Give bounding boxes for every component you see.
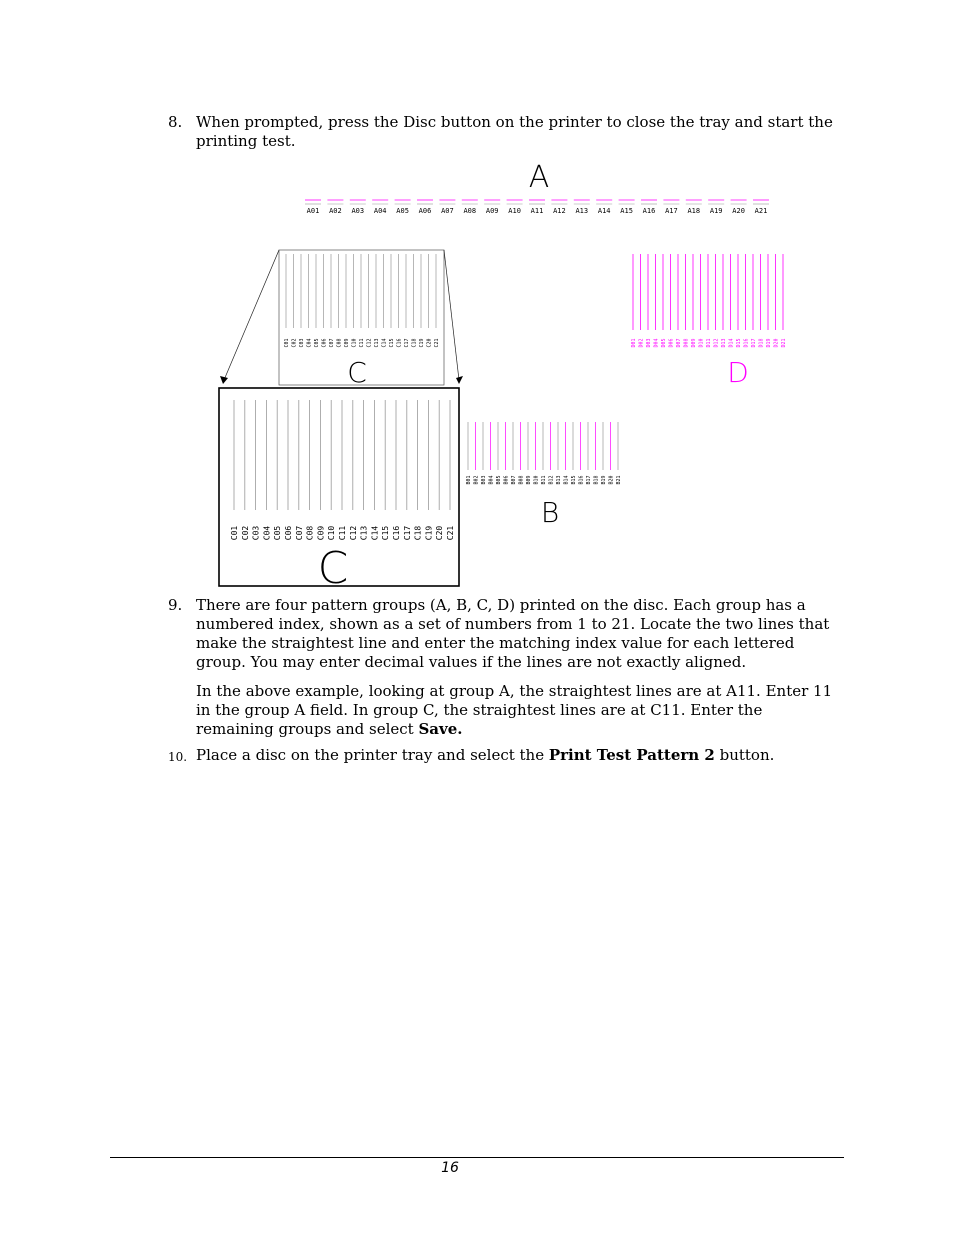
group-c-magnified-label: C07 — [294, 525, 304, 541]
group-c-small-label: C07 — [329, 338, 335, 348]
group-b-label: B04 — [488, 475, 495, 485]
group-d-label: D08 — [683, 338, 690, 348]
group-c-small-letter: C — [347, 356, 367, 389]
group-a-label: A19 — [709, 207, 723, 215]
group-a-label: A04 — [373, 207, 387, 215]
group-c-small-label: C19 — [419, 338, 425, 348]
pattern-group-c-magnified — [219, 388, 459, 590]
group-b-label: B21 — [616, 475, 622, 485]
group-b-label: B17 — [586, 475, 592, 485]
group-c-small-label: C04 — [306, 338, 313, 348]
group-a-label: A06 — [418, 207, 432, 215]
group-c-small-label: C12 — [366, 338, 373, 348]
group-b-label: B07 — [511, 475, 517, 485]
callout-arrow-right — [456, 376, 463, 384]
group-b-label: B11 — [541, 475, 547, 485]
group-b-label: B03 — [481, 475, 487, 485]
step-number: 8. — [168, 113, 183, 131]
callout-line-left — [224, 250, 279, 380]
group-c-small-label: C18 — [411, 338, 418, 348]
step-text: When prompted, press the Disc button on the printer to close the tray and start the printing test. — [196, 113, 833, 150]
test-pattern-figure — [210, 158, 830, 590]
group-d-label: D06 — [668, 338, 675, 348]
group-c-magnified-label: C15 — [381, 525, 391, 541]
group-b-label: B09 — [526, 475, 532, 485]
group-b-label: B01 — [466, 475, 472, 485]
group-b-label: B06 — [503, 475, 510, 485]
group-b-label: B12 — [548, 475, 555, 485]
group-a-label: A16 — [642, 207, 656, 215]
group-d-label: D03 — [646, 338, 652, 348]
group-d-label: D01 — [631, 338, 637, 348]
group-d-label: D19 — [766, 338, 772, 348]
group-c-magnified-label: C05 — [273, 525, 283, 541]
group-c-magnified-label: C09 — [316, 525, 326, 541]
pattern-group-d — [631, 254, 787, 389]
step-8 — [168, 113, 838, 151]
group-b-label: B08 — [518, 475, 525, 485]
group-d-label: D12 — [713, 338, 720, 348]
step-10 — [168, 746, 838, 765]
step-text — [196, 746, 838, 765]
step-number: 9. — [168, 596, 183, 614]
group-b-letter: B — [540, 496, 560, 529]
group-c-small-label: C16 — [396, 338, 403, 348]
step-9 — [168, 596, 838, 739]
group-c-magnified-label: C19 — [424, 525, 434, 541]
group-b-label: B02 — [473, 475, 480, 485]
group-a-label: A01 — [306, 207, 320, 215]
group-a-label: A12 — [553, 207, 566, 215]
group-c-small-label: C10 — [351, 338, 358, 348]
group-c-small-label: C03 — [299, 338, 305, 348]
group-d-label: D14 — [728, 338, 735, 348]
group-b-label: B18 — [593, 475, 600, 485]
group-d-label: D09 — [691, 338, 697, 348]
magnification-callout — [220, 250, 463, 384]
group-b-label: B15 — [571, 475, 577, 485]
group-c-magnified-letter: C — [317, 543, 349, 590]
group-a-label: A05 — [396, 207, 409, 215]
group-c-small-label: C06 — [321, 338, 328, 348]
group-a-label: A13 — [575, 207, 589, 215]
callout-line-right — [444, 250, 459, 380]
group-c-magnified-label: C01 — [230, 525, 239, 541]
group-a-label: A03 — [351, 207, 365, 215]
group-d-label: D10 — [698, 338, 705, 348]
group-d-label: D15 — [736, 338, 742, 348]
group-d-label: D18 — [758, 338, 765, 348]
group-d-letter: D — [727, 356, 749, 389]
pattern-group-c-small — [279, 250, 444, 389]
group-c-magnified-label: C12 — [348, 525, 358, 541]
group-b-label: B13 — [556, 475, 562, 485]
page-number: 16 — [441, 1160, 459, 1176]
group-a-label: A17 — [665, 207, 678, 215]
group-a-label: A07 — [441, 207, 454, 215]
group-b-label: B10 — [533, 475, 540, 485]
group-c-small-label: C11 — [359, 338, 365, 348]
group-c-small-label: C08 — [336, 338, 343, 348]
example-text: In the above example, looking at group A, the straightest lines are at A11. Enter 11 in the group A field. In group C, the straightest lines are at C11. Enter the remaining groups and select — [196, 682, 833, 738]
group-c-magnified-label: C14 — [370, 525, 380, 541]
step-text-after: button. — [714, 746, 775, 764]
group-c-magnified-label: C18 — [413, 525, 423, 541]
group-b-label: B19 — [601, 475, 607, 485]
group-c-magnified-label: C13 — [359, 525, 369, 541]
group-a-label: A21 — [754, 207, 768, 215]
group-c-magnified-label: C21 — [446, 525, 455, 541]
group-a-label: A15 — [620, 207, 633, 215]
group-a-label: A02 — [329, 207, 342, 215]
group-d-label: D20 — [773, 338, 780, 348]
group-c-magnified-label: C16 — [392, 525, 401, 541]
group-c-magnified-label: C06 — [284, 525, 293, 541]
group-d-label: D05 — [661, 338, 667, 348]
group-a-letter: A — [528, 160, 550, 195]
group-b-label: B16 — [578, 475, 585, 485]
step-number: 10. — [168, 750, 188, 764]
group-b-label: B20 — [608, 475, 615, 485]
group-b-label: B14 — [563, 475, 570, 485]
group-d-label: D04 — [653, 338, 660, 348]
group-d-label: D11 — [706, 338, 712, 348]
group-a-label: A09 — [485, 207, 499, 215]
group-c-small-label: C17 — [404, 338, 410, 348]
print-test-pattern-2-button-name: Print Test Pattern 2 — [548, 746, 715, 764]
save-keyword: Save. — [418, 720, 463, 738]
group-d-label: D21 — [781, 338, 787, 348]
group-c-magnified-label: C02 — [240, 525, 250, 541]
footer-rule — [110, 1157, 844, 1158]
group-c-magnified-label: C03 — [251, 525, 261, 541]
group-c-small-label: C05 — [314, 338, 320, 348]
step-text: There are four pattern groups (A, B, C, D) printed on the disc. Each group has a numbered index, shown as a set of numbers from 1 to 21. Locate the two lines that make the straightest line and enter the matching index value for each lettered group. You may enter decimal values if the lines are not exactly aligned. — [196, 596, 830, 671]
group-d-label: D16 — [743, 338, 750, 348]
group-c-magnified-label: C04 — [262, 525, 272, 541]
group-a-label: A14 — [597, 207, 611, 215]
group-a-label: A20 — [732, 207, 745, 215]
group-d-label: D02 — [638, 338, 645, 348]
group-d-label: D17 — [751, 338, 757, 348]
pattern-group-b — [466, 422, 622, 529]
group-c-small-label: C20 — [426, 338, 433, 348]
group-c-small-label: C09 — [344, 338, 350, 348]
group-d-label: D13 — [721, 338, 727, 348]
group-a-label: A11 — [530, 207, 544, 215]
pattern-group-a — [305, 160, 769, 215]
group-c-small-label: C14 — [381, 338, 388, 348]
group-c-small-label: C01 — [284, 338, 290, 348]
group-c-small-label: C13 — [374, 338, 380, 348]
group-c-magnified-label: C17 — [402, 525, 412, 541]
group-c-magnified-label: C08 — [305, 525, 315, 541]
group-a-label: A10 — [508, 207, 521, 215]
group-c-magnified-label: C10 — [327, 525, 337, 541]
group-c-small-label: C02 — [291, 338, 298, 348]
group-d-label: D07 — [676, 338, 682, 348]
group-a-label: A08 — [463, 207, 477, 215]
group-b-label: B05 — [496, 475, 502, 485]
step-text-before: Place a disc on the printer tray and select the — [196, 746, 549, 764]
callout-arrow-left — [220, 376, 228, 384]
group-a-label: A18 — [687, 207, 701, 215]
example-paragraph — [196, 682, 838, 739]
group-c-small-label: C15 — [389, 338, 395, 348]
group-c-small-label: C21 — [434, 338, 440, 348]
group-c-magnified-label: C11 — [338, 525, 347, 541]
group-c-magnified-label: C20 — [435, 525, 445, 541]
